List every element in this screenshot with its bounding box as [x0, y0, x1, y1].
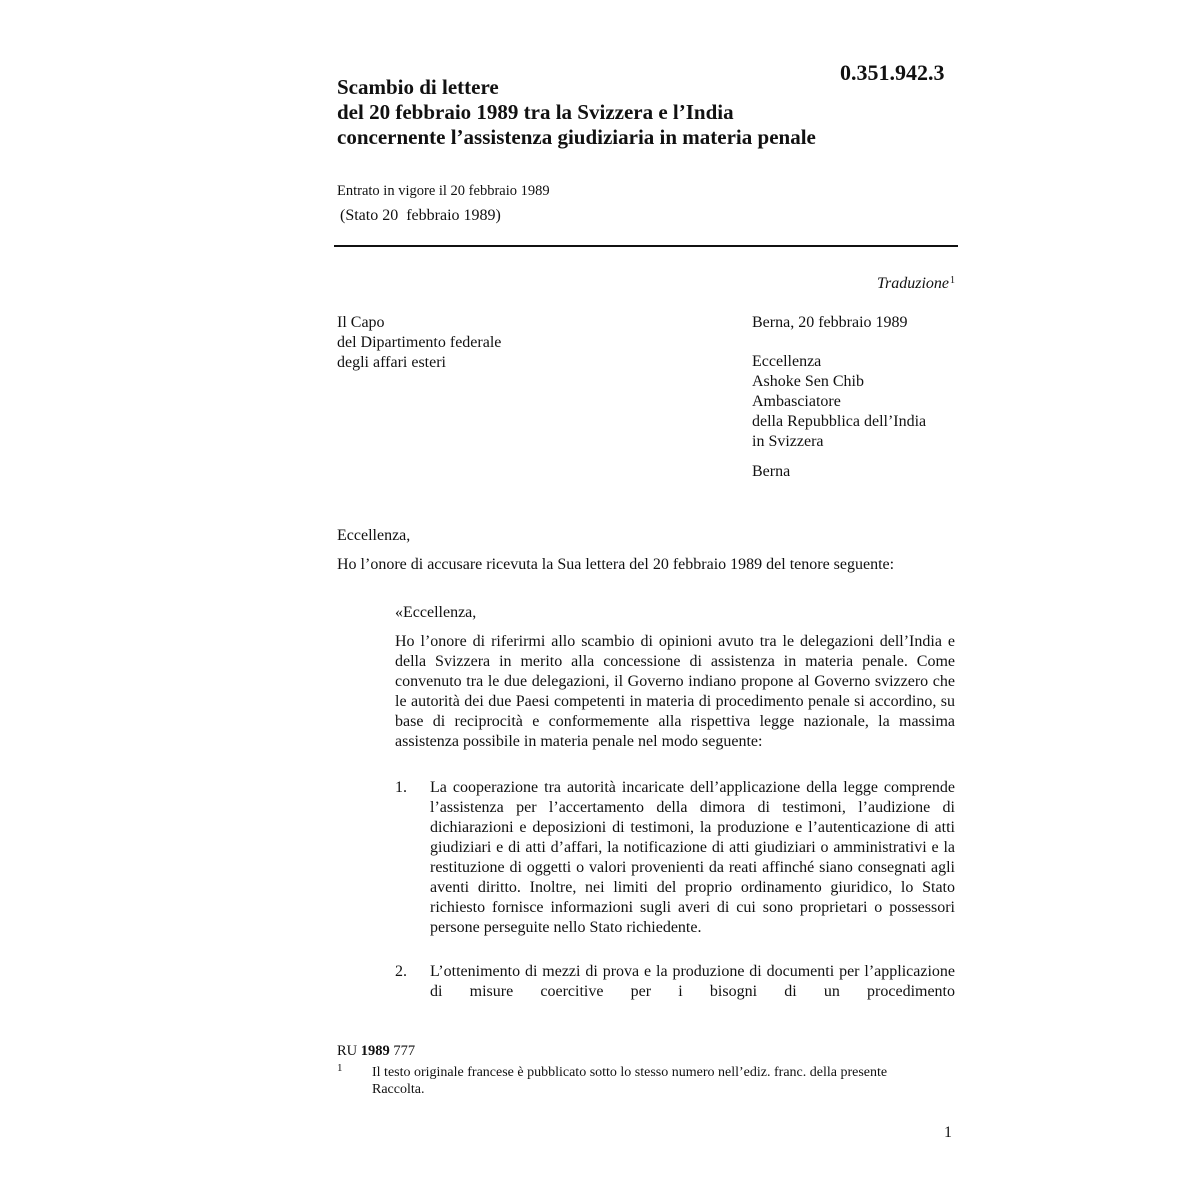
list-item-number: 2.	[395, 963, 407, 980]
footnote-number: 1	[337, 1062, 343, 1074]
ref-prefix: RU	[337, 1043, 358, 1059]
official-reference	[337, 1043, 415, 1060]
recipient-line: in Svizzera	[752, 433, 824, 450]
sender-line: del Dipartimento federale	[337, 334, 502, 351]
ref-page: 777	[393, 1043, 416, 1059]
place-date: Berna, 20 febbraio 1989	[752, 314, 908, 331]
recipient-city: Berna	[752, 463, 791, 480]
sender-line: Il Capo	[337, 314, 385, 331]
title-line: Scambio di lettere	[337, 75, 499, 99]
salutation: Eccellenza,	[337, 527, 411, 544]
header-divider	[334, 245, 958, 247]
translation-label: Traduzione	[876, 275, 949, 292]
document-title	[337, 75, 957, 150]
translation-note	[700, 275, 955, 293]
list-item-text: L’ottenimento di mezzi di prova e la produzione di documenti per l’applicazione di misure coercitive per i bisogni di un procedimento	[430, 963, 955, 1000]
quote-salutation: «Eccellenza,	[395, 604, 477, 621]
title-line: concernente l’assistenza giudiziaria in materia penale	[337, 125, 816, 149]
recipient-block	[752, 352, 926, 452]
title-line: del 20 febbraio 1989 tra la Svizzera e l’India	[337, 100, 734, 124]
page-number: 1	[944, 1124, 952, 1141]
recipient-line: Ashoke Sen Chib	[752, 373, 864, 390]
recipient-line: della Repubblica dell’India	[752, 413, 927, 430]
sender-block	[337, 313, 501, 373]
intro-paragraph: Ho l’onore di accusare ricevuta la Sua lettera del 20 febbraio 1989 del tenore seguente:	[337, 556, 895, 573]
recipient-line: Ambasciatore	[752, 393, 841, 410]
list-item-text: La cooperazione tra autorità incaricate dell’applicazione della legge comprende l’assistenza per l’accertamento della dimora di testimoni, l’audizione di dichiarazioni e deposizioni di testimoni, la produzione e l’autenticazione di atti giudiziari e di atti d’affari, la notificazione di atti giudiziari o amministrativi e la restituzione di oggetti o valori provenienti da reati affinché siano consegnati agli aventi diritto. Inoltre, nei limiti del proprio ordinamento giuridico, lo Stato richiesto fornisce informazioni sugli averi di cui sono proprietari o possessori persone perseguite nello Stato richiedente.	[430, 779, 955, 936]
footnote-text: Il testo originale francese è pubblicato sotto lo stesso numero nell’ediz. franc. della presente Raccolta.	[372, 1065, 888, 1097]
ref-year: 1989	[360, 1043, 390, 1059]
entry-into-force: Entrato in vigore il 20 febbraio 1989	[337, 183, 550, 199]
sr-number: 0.351.942.3	[840, 60, 945, 85]
recipient-line: Eccellenza	[752, 353, 822, 370]
sender-line: degli affari esteri	[337, 354, 446, 371]
state-date: (Stato 20 febbraio 1989)	[340, 207, 501, 224]
list-item-number: 1.	[395, 779, 407, 796]
quote-paragraph: Ho l’onore di riferirmi allo scambio di opinioni avuto tra le delegazioni dell’India e della Svizzera in merito alla concessione di assistenza in materia penale. Come convenuto tra le due delegazioni, il Governo indiano propone al Governo svizzero che le autorità dei due Paesi competenti in materia di procedimento penale si accordino, su base di reciprocità e conformemente alla rispettiva legge nazionale, la massima assistenza possibile in materia penale nel modo seguente:	[395, 633, 955, 750]
footnote-ref: 1	[950, 275, 955, 286]
